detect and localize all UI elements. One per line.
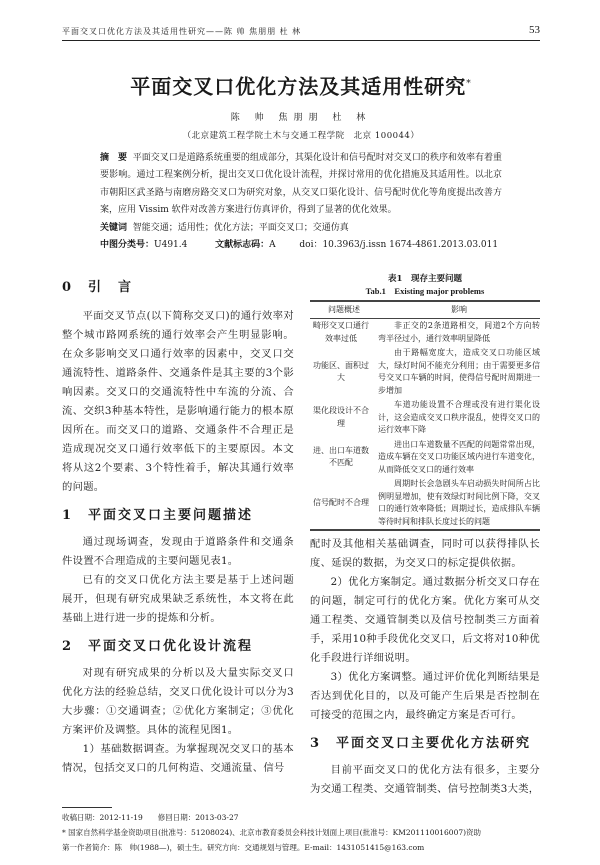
section-number: 0: [62, 279, 72, 295]
table-cell: 周期时长会急剧头车启动损失时间所占比例明显增加，使有效绿灯时间比例下降，交叉口的通行效率降低；周期过长，造成排队车辆等待时间和排队长度过长的问题: [378, 477, 540, 530]
paragraph: 通过现场调查，发现由于道路条件和交通条件设置不合理造成的主要问题见表1。: [62, 535, 294, 567]
table-row: [310, 398, 540, 438]
problems-table: [310, 300, 540, 532]
footnote-fund: * 国家自然科学基金资助项目(批准号：51208024)、北京市教育委员会科技计划面上项目(批准号：KM201110016007)资助: [62, 828, 482, 838]
table-cell: 畸形交叉口通行效率过低: [313, 321, 369, 343]
title-footnote-mark: *: [466, 79, 472, 89]
footnote-received: 收稿日期：2012-11-19 修回日期：2013-03-27: [62, 813, 239, 823]
title-text: 平面交叉口优化方法及其适用性研究: [130, 74, 467, 99]
keywords-text: 智能交通；适用性；优化方法；平面交叉口；交通仿真: [132, 222, 349, 233]
running-header: 平面交叉口优化方法及其适用性研究——陈 帅 焦朋朋 杜 林: [62, 27, 302, 36]
table-cell: 车道功能设置不合理或没有进行渠化设计，这会造成交叉口秩序混乱，使得交叉口的运行效率下降: [378, 400, 540, 435]
paragraph: 目前平面交叉口的优化方法有很多，主要分为交通工程类、交通管制类、信号控制类3大类，: [310, 764, 540, 796]
paragraph: 2）优化方案制定。通过数据分析交叉口存在的问题，制定可行的优化方案。优化方案可从交通工程类、交通管制类以及信号控制类三方面着手，采用10种手段优化交叉口，后文将对10种优化手段进行详细说明。: [310, 576, 540, 665]
table-caption-cn: 表1 现存主要问题: [388, 273, 462, 284]
section-title: 引 言: [88, 279, 134, 295]
paragraph: 1）基础数据调查。为掌握现况交叉口的基本情况，包括交叉口的几何构造、交通流量、信号: [62, 742, 294, 774]
section-number: 3: [310, 736, 320, 752]
paragraph: 平面交叉节点(以下简称交叉口)的通行效率对整个城市路网系统的通行效率会产生明显影响。在众多影响交叉口通行效率的因素中，交叉口交通流特性、道路条件、交通条件是其主要的3个影响因素。交叉口的交通流特性中车流的分流、合流、交织3种基本特性，是影响通行能力的根本原因所在。而交叉口的道路、交通条件不合理正是造成现况交叉口通行效率低下的主要原因。本文将从这2个要素、3个特性着手，解决其通行效率的问题。: [62, 309, 294, 493]
table-caption-en: Tab.1 Existing major problems: [365, 285, 485, 296]
table-cell: 渠化段设计不合理: [313, 406, 369, 428]
section-2-heading: [62, 636, 294, 658]
table-row: [310, 346, 540, 398]
paper-title: [62, 71, 540, 100]
table-row: [310, 438, 540, 478]
doc-code-label: 文献标志码：: [215, 240, 270, 251]
table-cell: 由于路幅宽度大，造成交叉口功能区域大，绿灯时间不能充分利用；由于需要更多信号交叉口车辆的时间，使得信号配时周期进一步增加: [378, 348, 540, 395]
right-column-text: [310, 535, 540, 799]
footnote-author: 第一作者简介：陈 帅(1988—)，硕士生。研究方向：交通规划与管理。E-mail：1431051415@163.com: [62, 843, 425, 853]
abstract: [100, 150, 502, 220]
classification: [100, 237, 502, 255]
header-bar: [62, 24, 540, 41]
keywords-label: 关键词: [100, 222, 128, 233]
section-number: 2: [62, 638, 72, 654]
paragraph: 配时及其他相关基础调查，同时可以获得排队长度、延误的数据，为交叉口的标定提供依据。: [310, 538, 540, 570]
left-column: [62, 273, 294, 778]
paragraph: 对现有研究成果的分析以及大量实际交叉口优化方法的经验总结，交叉口优化设计可以分为3大步骤：①交通调查；②优化方案制定；③优化方案评价及调整。具体的流程见图1。: [62, 666, 294, 736]
page-number: 53: [529, 24, 540, 36]
section-title: 平面交叉口主要优化方法研究: [336, 736, 532, 752]
clc-value: U491.4: [154, 240, 188, 251]
doi-value: 10.3963/j.issn 1674-4861.2013.03.011: [322, 240, 499, 251]
section-1-heading: [62, 505, 294, 527]
table-cell: 功能区、面积过大: [313, 360, 369, 383]
table-header: 影响: [378, 301, 540, 319]
footnotes: [62, 807, 540, 855]
clc-label: 中图分类号：: [100, 240, 155, 251]
table-cell: 信号配时不合理: [310, 477, 378, 530]
table-header: 问题概述: [310, 301, 378, 319]
table-cell: 非正交的2条道路相交，间道2个方向转弯半径过小，通行效率明显降低: [378, 321, 540, 343]
paragraph: 3）优化方案调整。通过评价优化判断结果是否达到优化目的，以及可能产生后果是否控制在可接受的范围之内，最终确定方案是否可行。: [310, 671, 540, 722]
footnote-rule: [62, 807, 112, 808]
two-column-body: [62, 273, 540, 800]
section-0-heading: [62, 277, 294, 299]
section-3-heading: [310, 733, 540, 755]
abstract-block: [100, 150, 502, 255]
table-cell: 进出口车道数量不匹配的问题常常出现，造成车辆在交叉口功能区域内进行车道变化，从而降低交叉口的通行效率: [378, 439, 540, 474]
right-column: [310, 273, 540, 800]
doi-label: doi：: [299, 240, 323, 251]
table-row: [310, 477, 540, 530]
table-row: [310, 319, 540, 347]
section-title: 平面交叉口主要问题描述: [88, 507, 254, 523]
doc-code-value: A: [269, 240, 276, 251]
paragraph: 已有的交叉口优化方法主要是基于上述问题展开，但现有研究成果缺乏系统性，本文将在此基础上进行进一步的提炼和分析。: [62, 573, 294, 624]
abstract-text: 平面交叉口是道路系统重要的组成部分，其渠化设计和信号配时对交叉口的秩序和效率有着重要影响。通过工程案例分析，提出交叉口优化设计流程，并探讨常用的优化措施及其适用性。以北京市朝阳区武圣路与南磨房路交叉口为研究对象，从交叉口渠化设计、信号配时优化等角度提出改善方案，应用 Vissim 软件对改善方案进行仿真评价，得到了显著的优化效果。: [100, 152, 502, 216]
authors: 陈 帅 焦朋朋 杜 林: [230, 112, 372, 123]
section-number: 1: [62, 507, 72, 523]
affiliation: （北京建筑工程学院土木与交通工程学院 北京 100044）: [182, 130, 420, 141]
keywords: [100, 220, 502, 238]
abstract-label: 摘 要: [100, 152, 128, 163]
section-title: 平面交叉口优化设计流程: [88, 638, 254, 654]
table-cell: 进、出口车道数不匹配: [313, 445, 369, 468]
